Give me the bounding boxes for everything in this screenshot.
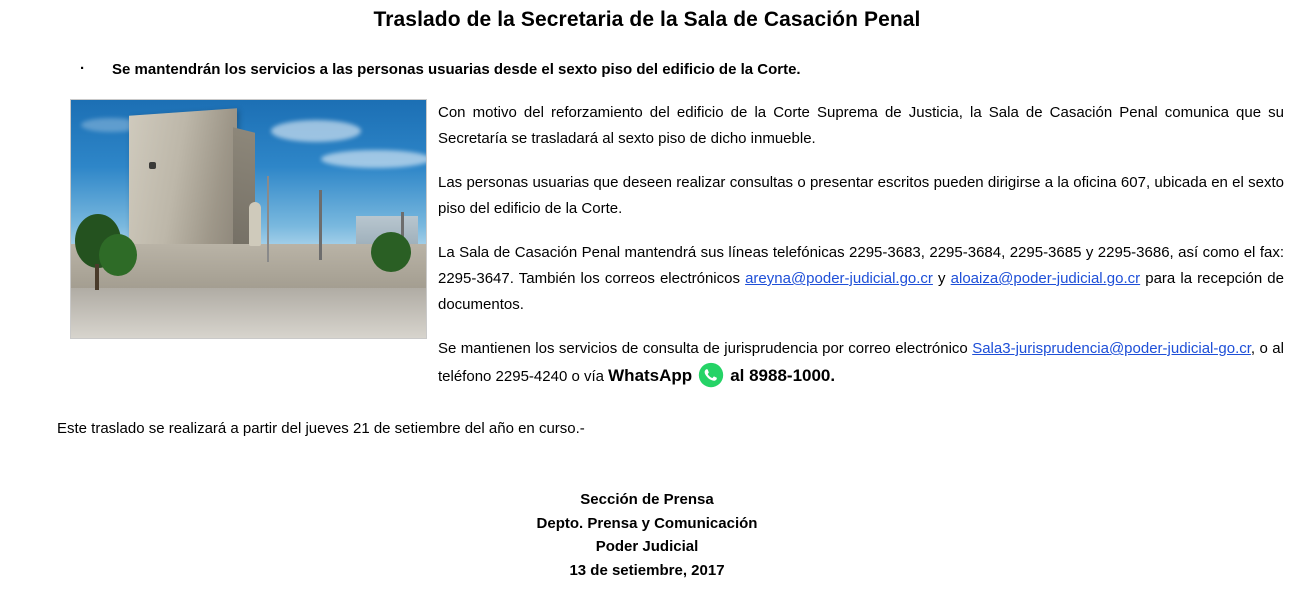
photo-statue — [249, 202, 261, 246]
email-link-areyna[interactable]: areyna@poder-judicial.go.cr — [745, 270, 933, 287]
photo-window — [149, 162, 156, 169]
photo-tree — [99, 234, 137, 276]
signature-block — [0, 488, 1294, 582]
paragraph-4-text-a: Se mantienen los servicios de consulta de jurisprudencia por correo electrónico — [438, 340, 973, 357]
photo-tree-trunk — [95, 264, 99, 290]
email-link-aloaiza[interactable]: aloaiza@poder-judicial.go.cr — [950, 270, 1141, 287]
whatsapp-label: WhatsApp — [608, 366, 693, 385]
signature-line-4: 13 de setiembre, 2017 — [569, 561, 725, 579]
paragraph-3-text-a: La Sala de Casación Penal mantendrá sus líneas telefónicas 2295-3683, 2295-3684, 2295-3685 y 2295-3686, así como el fax: 2295-3647. También los correos electrónicos — [438, 244, 1284, 287]
paragraph-4-text-b: , o al teléfono 2295-4240 o vía — [438, 340, 1284, 385]
paragraph-4 — [438, 336, 1284, 390]
paragraph-3-text-b: y — [932, 270, 951, 287]
photo-cloud — [271, 120, 361, 142]
signature-line-3: Poder Judicial — [595, 538, 699, 555]
whatsapp-icon — [698, 362, 724, 388]
email-link-sala3-jurisprudencia[interactable]: Sala3-jurisprudencia@poder-judicial-go.cr — [972, 340, 1251, 357]
subtitle: Se mantendrán los servicios a las personas usuarias desde el sexto piso del edificio de la Corte. — [112, 61, 801, 78]
courthouse-photo — [70, 99, 427, 339]
bullet-marker: · — [80, 60, 85, 77]
signature-line-1: Sección de Prensa — [580, 491, 714, 508]
article-body — [438, 100, 1284, 390]
signature-line-2: Depto. Prensa y Comunicación — [536, 514, 758, 532]
paragraph-3-text-c: para la recepción de documentos. — [438, 270, 1284, 313]
paragraph-3 — [438, 240, 1284, 318]
closing-note: Este traslado se realizará a partir del jueves 21 de setiembre del año en curso.- — [57, 420, 585, 437]
paragraph-1: Con motivo del reforzamiento del edificio de la Corte Suprema de Justicia, la Sala de Casación Penal comunica que su Secretaría se trasladará al sexto piso de dicho inmueble. — [438, 104, 1284, 147]
photo-cloud — [321, 150, 427, 168]
photo-pole — [267, 176, 269, 262]
photo-plaza — [71, 288, 426, 338]
photo-tree — [371, 232, 411, 272]
photo-lamp — [319, 190, 322, 260]
page-title: Traslado de la Secretaria de la Sala de Casación Penal — [373, 8, 921, 31]
paragraph-2: Las personas usuarias que deseen realizar consultas o presentar escritos pueden dirigirse a la oficina 607, ubicada en el sexto piso del edificio de la Corte. — [438, 174, 1284, 217]
whatsapp-phone: al 8988-1000. — [730, 366, 836, 385]
